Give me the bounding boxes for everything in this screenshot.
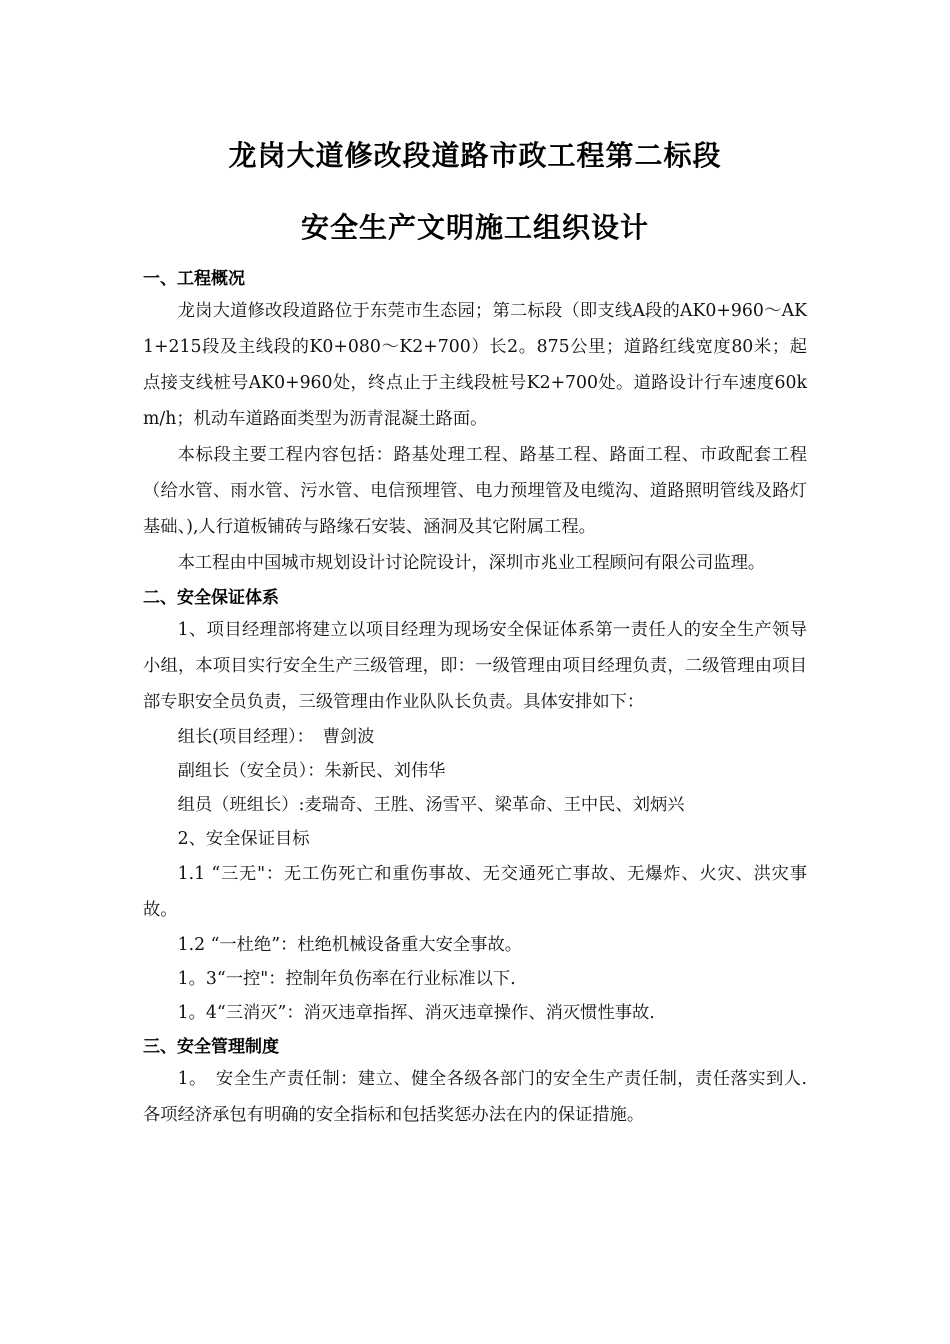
paragraph-design: 本工程由中国城市规划设计讨论院设计，深圳市兆业工程顾问有限公司监理。 (177, 553, 766, 573)
paragraph-scope: 本标段主要工程内容包括：路基处理工程、路基工程、路面工程、市政配套工程（给水管、雨水管、污水管、电信预埋管、电力预埋管及电缆沟、道路照明管线及路灯基础、),人行道板铺砖与路缘石安装、涵洞及其它附属工程。 (143, 445, 807, 537)
section-heading-overview: 一、工程概况 (143, 269, 245, 289)
paragraph-safety-organization: 1、项目经理部将建立以项目经理为现场安全保证体系第一责任人的安全生产领导小组，本项目实行安全生产三级管理，即：一级管理由项目经理负责，二级管理由项目部专职安全员负责，三级管理由作业队队长负责。具体安排如下： (143, 620, 807, 712)
paragraph-responsibility: 1。 安全生产责任制：建立、健全各级各部门的安全生产责任制，责任落实到人.各项经济承包有明确的安全指标和包括奖惩办法在内的保证措施。 (143, 1069, 807, 1125)
paragraph-goal-1: 1.1 “三无"：无工伤死亡和重伤事故、无交通死亡事故、无爆炸、火灾、洪灾事故。 (143, 864, 807, 920)
paragraph-location: 龙岗大道修改段道路位于东莞市生态园；第二标段（即支线A段的AK0+960～AK1+215段及主线段的K0+080～K2+700）长2。875公里；道路红线宽度80米；起点接支线桩号AK0+960处，终点止于主线段桩号K2+700处。道路设计行车速度60km/h；机动车道路面类型为沥青混凝土路面。 (143, 301, 807, 429)
line-members: 组员（班组长）:麦瑞奇、王胜、汤雪平、梁革命、王中民、刘炳兴 (177, 795, 685, 815)
line-goal-title: 2、安全保证目标 (177, 829, 310, 849)
section-heading-safety-system: 二、安全保证体系 (143, 588, 279, 608)
section-heading-management: 三、安全管理制度 (143, 1037, 279, 1057)
line-leader: 组长(项目经理）： 曹剑波 (177, 727, 375, 747)
line-deputy: 副组长（安全员）：朱新民、刘伟华 (177, 761, 446, 781)
document-body (143, 262, 807, 1133)
document-title-line1: 龙岗大道修改段道路市政工程第二标段 (228, 139, 722, 172)
line-goal-3: 1。3“一控"：控制年负伤率在行业标准以下. (177, 969, 516, 989)
line-goal-2: 1.2 “一杜绝”：杜绝机械设备重大安全事故。 (177, 935, 523, 955)
document-title-line2: 安全生产文明施工组织设计 (300, 211, 649, 244)
line-goal-4: 1。4“三消灭”：消灭违章指挥、消灭违章操作、消灭惯性事故. (177, 1003, 655, 1023)
